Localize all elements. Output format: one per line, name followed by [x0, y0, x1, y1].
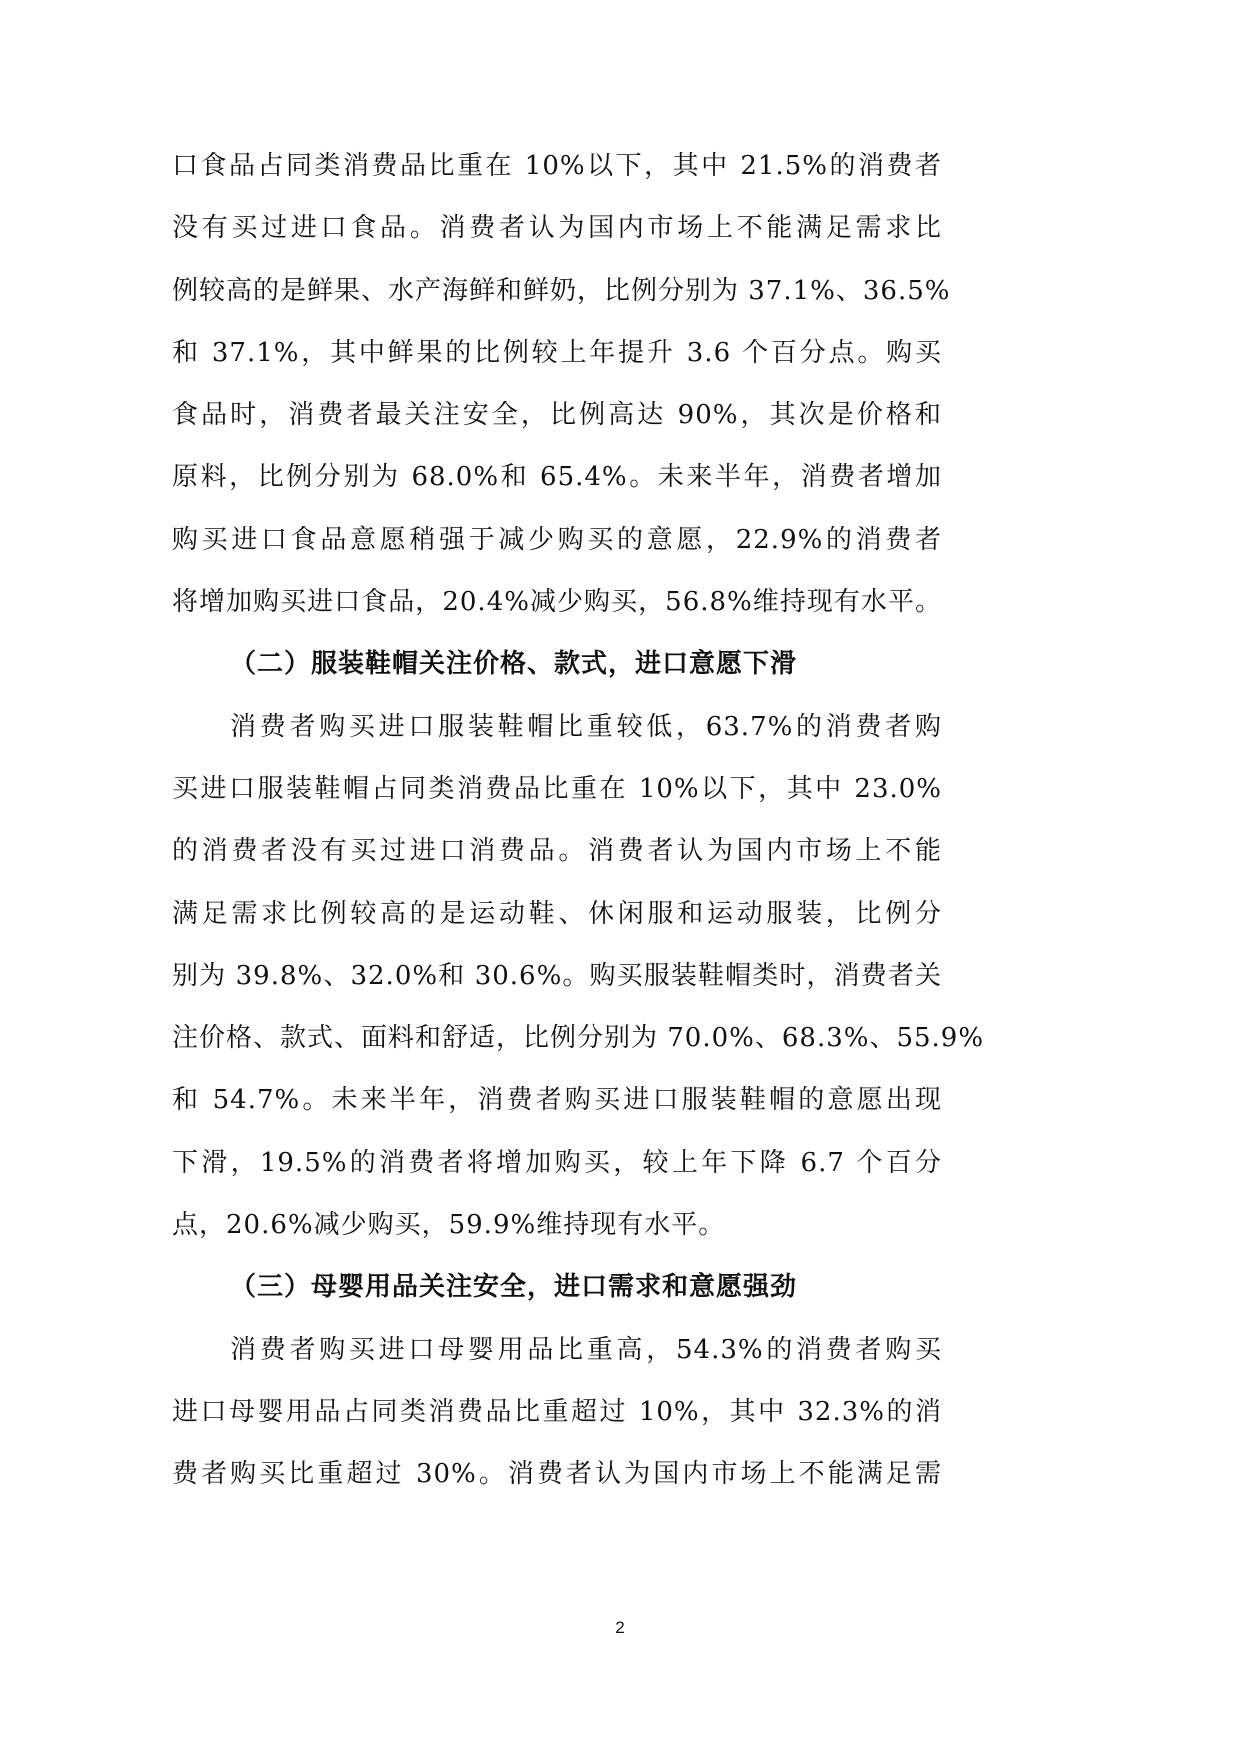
text-line: 没有买过进口食品。消费者认为国内市场上不能满足需求比: [172, 213, 942, 244]
text-line: 点，20.6%减少购买，59.9%维持现有水平。: [172, 1210, 726, 1241]
paragraph-apparel: [172, 699, 985, 1260]
paragraph-maternal-infant: [172, 1322, 942, 1509]
text-line: 下滑，19.5%的消费者将增加购买，较上年下降 6.7 个百分: [172, 1147, 942, 1178]
section-heading-apparel: （二）服装鞋帽关注价格、款式，进口意愿下滑: [230, 649, 798, 680]
paragraph-imported-food: [172, 138, 951, 636]
text-line: 和 37.1%，其中鲜果的比例较上年提升 3.6 个百分点。购买: [172, 337, 942, 368]
text-line: 进口母婴用品占同类消费品比重超过 10%，其中 32.3%的消: [172, 1396, 942, 1427]
text-line: 食品时，消费者最关注安全，比例高达 90%，其次是价格和: [172, 400, 942, 431]
text-line: 购买进口食品意愿稍强于减少购买的意愿，22.9%的消费者: [172, 524, 942, 555]
document-page: [172, 138, 985, 1509]
text-line: 和 54.7%。未来半年，消费者购买进口服装鞋帽的意愿出现: [172, 1085, 942, 1116]
text-line: 注价格、款式、面料和舒适，比例分别为 70.0%、68.3%、55.9%: [172, 1023, 985, 1054]
text-line: 将增加购买进口食品，20.4%减少购买，56.8%维持现有水平。: [172, 587, 942, 618]
section-heading-maternal-infant: （三）母婴用品关注安全，进口需求和意愿强劲: [230, 1272, 798, 1303]
text-line: 别为 39.8%、32.0%和 30.6%。购买服装鞋帽类时，消费者关: [172, 960, 942, 991]
text-line: 消费者购买进口母婴用品比重高，54.3%的消费者购买: [230, 1334, 942, 1365]
text-line: 买进口服装鞋帽占同类消费品比重在 10%以下，其中 23.0%: [172, 773, 942, 804]
text-line: 例较高的是鲜果、水产海鲜和鲜奶，比例分别为 37.1%、36.5%: [172, 275, 951, 306]
text-line: 满足需求比例较高的是运动鞋、休闲服和运动服装，比例分: [172, 898, 942, 929]
text-line: 原料，比例分别为 68.0%和 65.4%。未来半年，消费者增加: [172, 462, 942, 493]
text-line: 的消费者没有买过进口消费品。消费者认为国内市场上不能: [172, 836, 942, 867]
text-line: 口食品占同类消费品比重在 10%以下，其中 21.5%的消费者: [172, 151, 942, 181]
text-line: 消费者购买进口服装鞋帽比重较低，63.7%的消费者购: [230, 711, 942, 742]
text-line: 费者购买比重超过 30%。消费者认为国内市场上不能满足需: [172, 1459, 942, 1490]
page-number: 2: [615, 1618, 625, 1637]
